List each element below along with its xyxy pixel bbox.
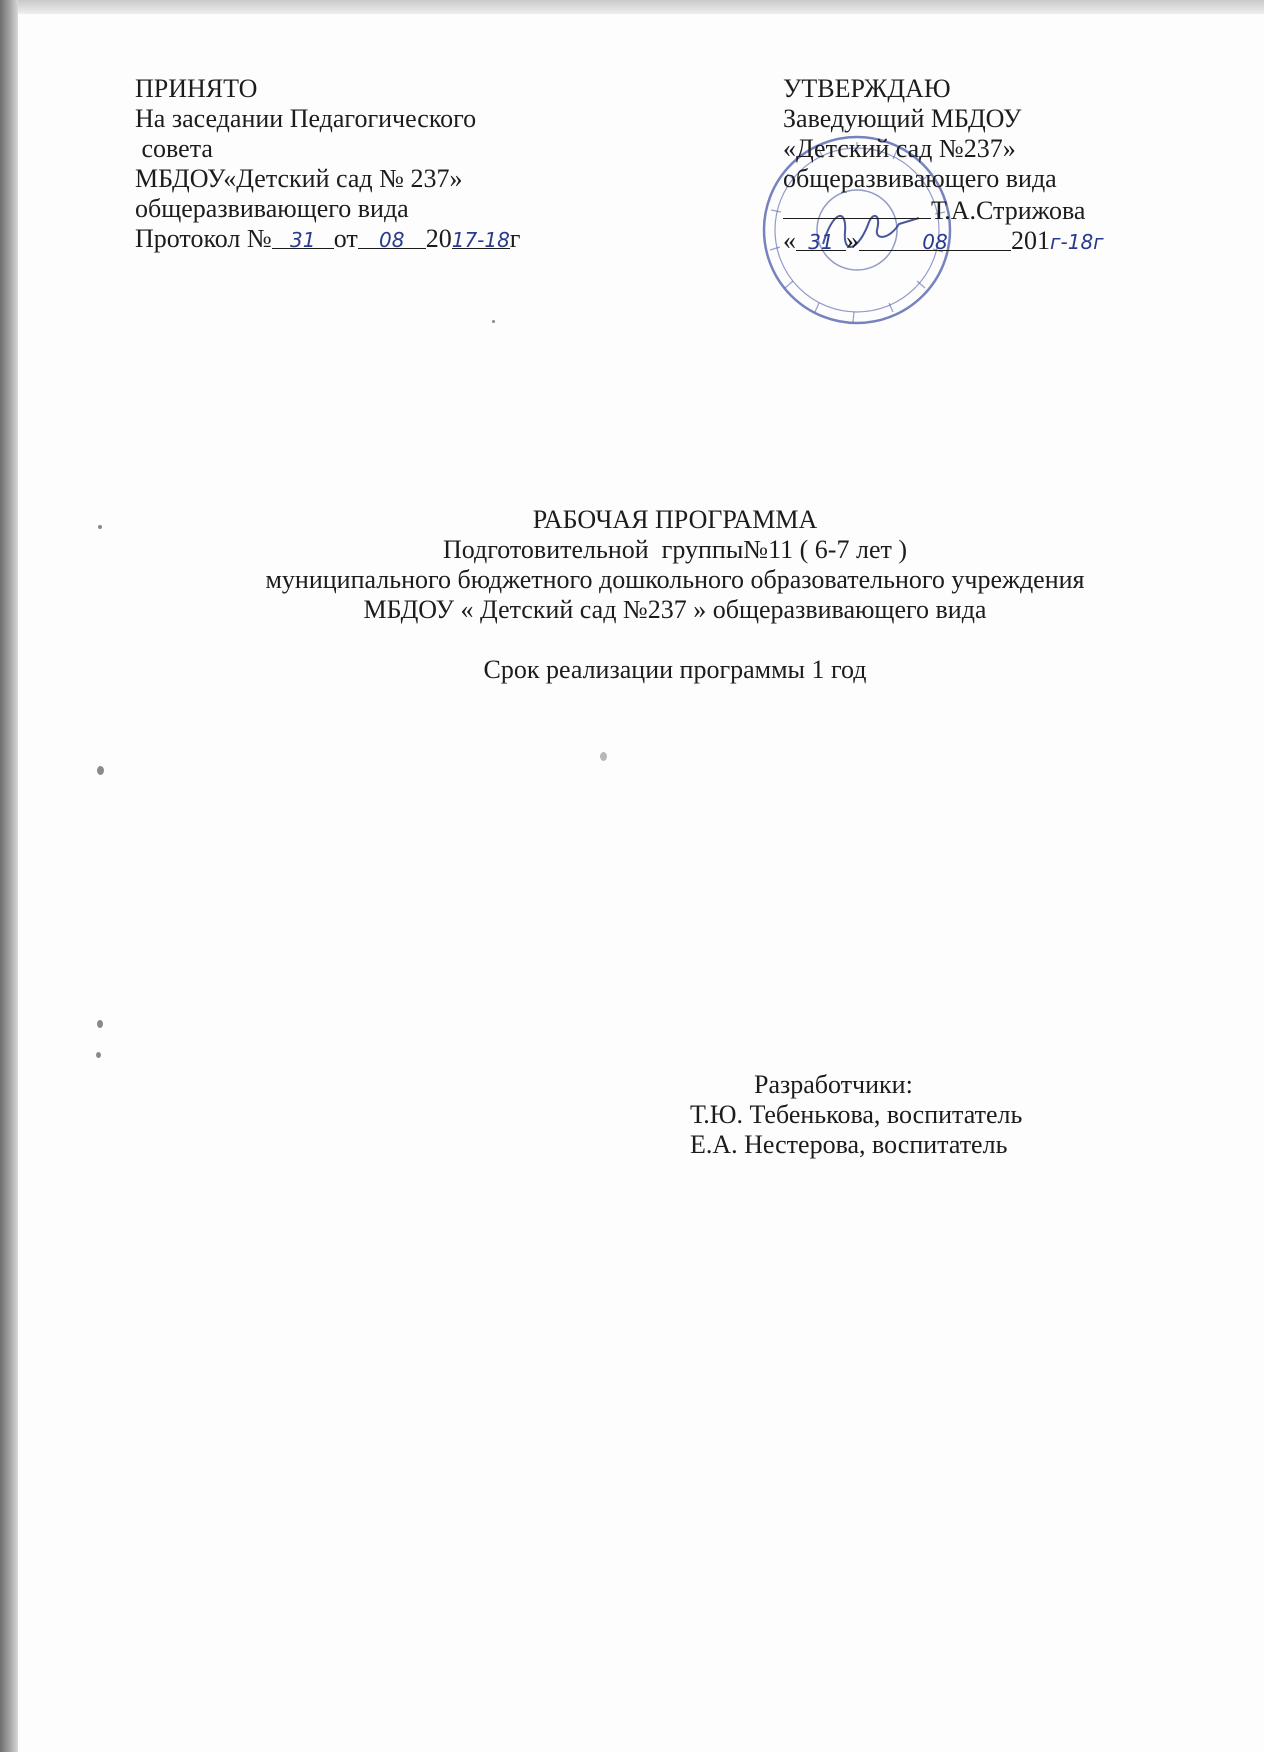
program-group: Подготовительной группы№11 ( 6-7 лет )	[442, 535, 907, 564]
developer-entry: Т.Ю. Тебенькова, воспитатель	[690, 1100, 1023, 1129]
protocol-from: от	[333, 224, 358, 253]
program-term: Срок реализации программы 1 год	[483, 655, 867, 684]
protocol-line	[135, 224, 595, 254]
program-title-block	[135, 505, 1215, 685]
approval-accepted-block	[135, 74, 595, 254]
developers-block	[690, 1070, 1022, 1160]
program-title: РАБОЧАЯ ПРОГРАММА	[532, 505, 818, 534]
approval-left-line: общеразвивающего вида	[135, 194, 409, 223]
scan-speck	[97, 766, 104, 775]
approval-left-line: На заседании Педагогического	[135, 104, 477, 133]
protocol-year: 17-18	[451, 228, 510, 252]
scan-left-edge	[0, 0, 18, 1752]
scan-speck	[96, 1052, 101, 1058]
scan-speck	[600, 752, 607, 761]
date-open-quote: «	[783, 226, 796, 255]
approval-date-month: 08	[922, 230, 948, 254]
developers-heading: Разработчики:	[754, 1070, 913, 1099]
scan-speck	[97, 1020, 103, 1028]
approval-left-line: МБДОУ«Детский сад № 237»	[135, 164, 463, 193]
date-year-prefix: 201	[1011, 226, 1050, 255]
protocol-suffix: г	[509, 224, 521, 253]
approval-right-title: УТВЕРЖДАЮ	[783, 74, 951, 103]
developer-entry: Е.А. Нестерова, воспитатель	[690, 1130, 1008, 1159]
approval-right-line: Заведующий МБДОУ	[783, 104, 1022, 133]
approval-left-line: совета	[135, 134, 213, 163]
protocol-number: 31	[289, 228, 316, 252]
signer-name: Т.А.Стрижова	[931, 196, 1086, 225]
protocol-year-prefix: 20	[425, 224, 452, 253]
protocol-date: 08	[379, 228, 405, 252]
approval-right-line: общеразвивающего вида	[783, 164, 1057, 193]
program-institution: муниципального бюджетного дошкольного образовательного учреждения	[265, 565, 1085, 594]
document-page	[18, 14, 1264, 1752]
date-close-quote: »	[846, 226, 859, 255]
date-year-tail: г-18г	[1050, 230, 1104, 254]
scan-top-edge	[0, 0, 1264, 14]
approval-right-line: «Детский сад №237»	[783, 134, 1016, 163]
scan-speck	[492, 320, 495, 323]
protocol-prefix: Протокол №	[135, 224, 272, 253]
approval-approve-block	[783, 74, 1223, 257]
scan-speck	[98, 525, 102, 529]
approval-left-title: ПРИНЯТО	[135, 74, 258, 103]
approval-date-day: 31	[808, 230, 834, 254]
signature-line	[783, 194, 1223, 226]
program-kindergarten: МБДОУ « Детский сад №237 » общеразвивающего вида	[363, 595, 987, 624]
approval-date-line	[783, 226, 1223, 257]
